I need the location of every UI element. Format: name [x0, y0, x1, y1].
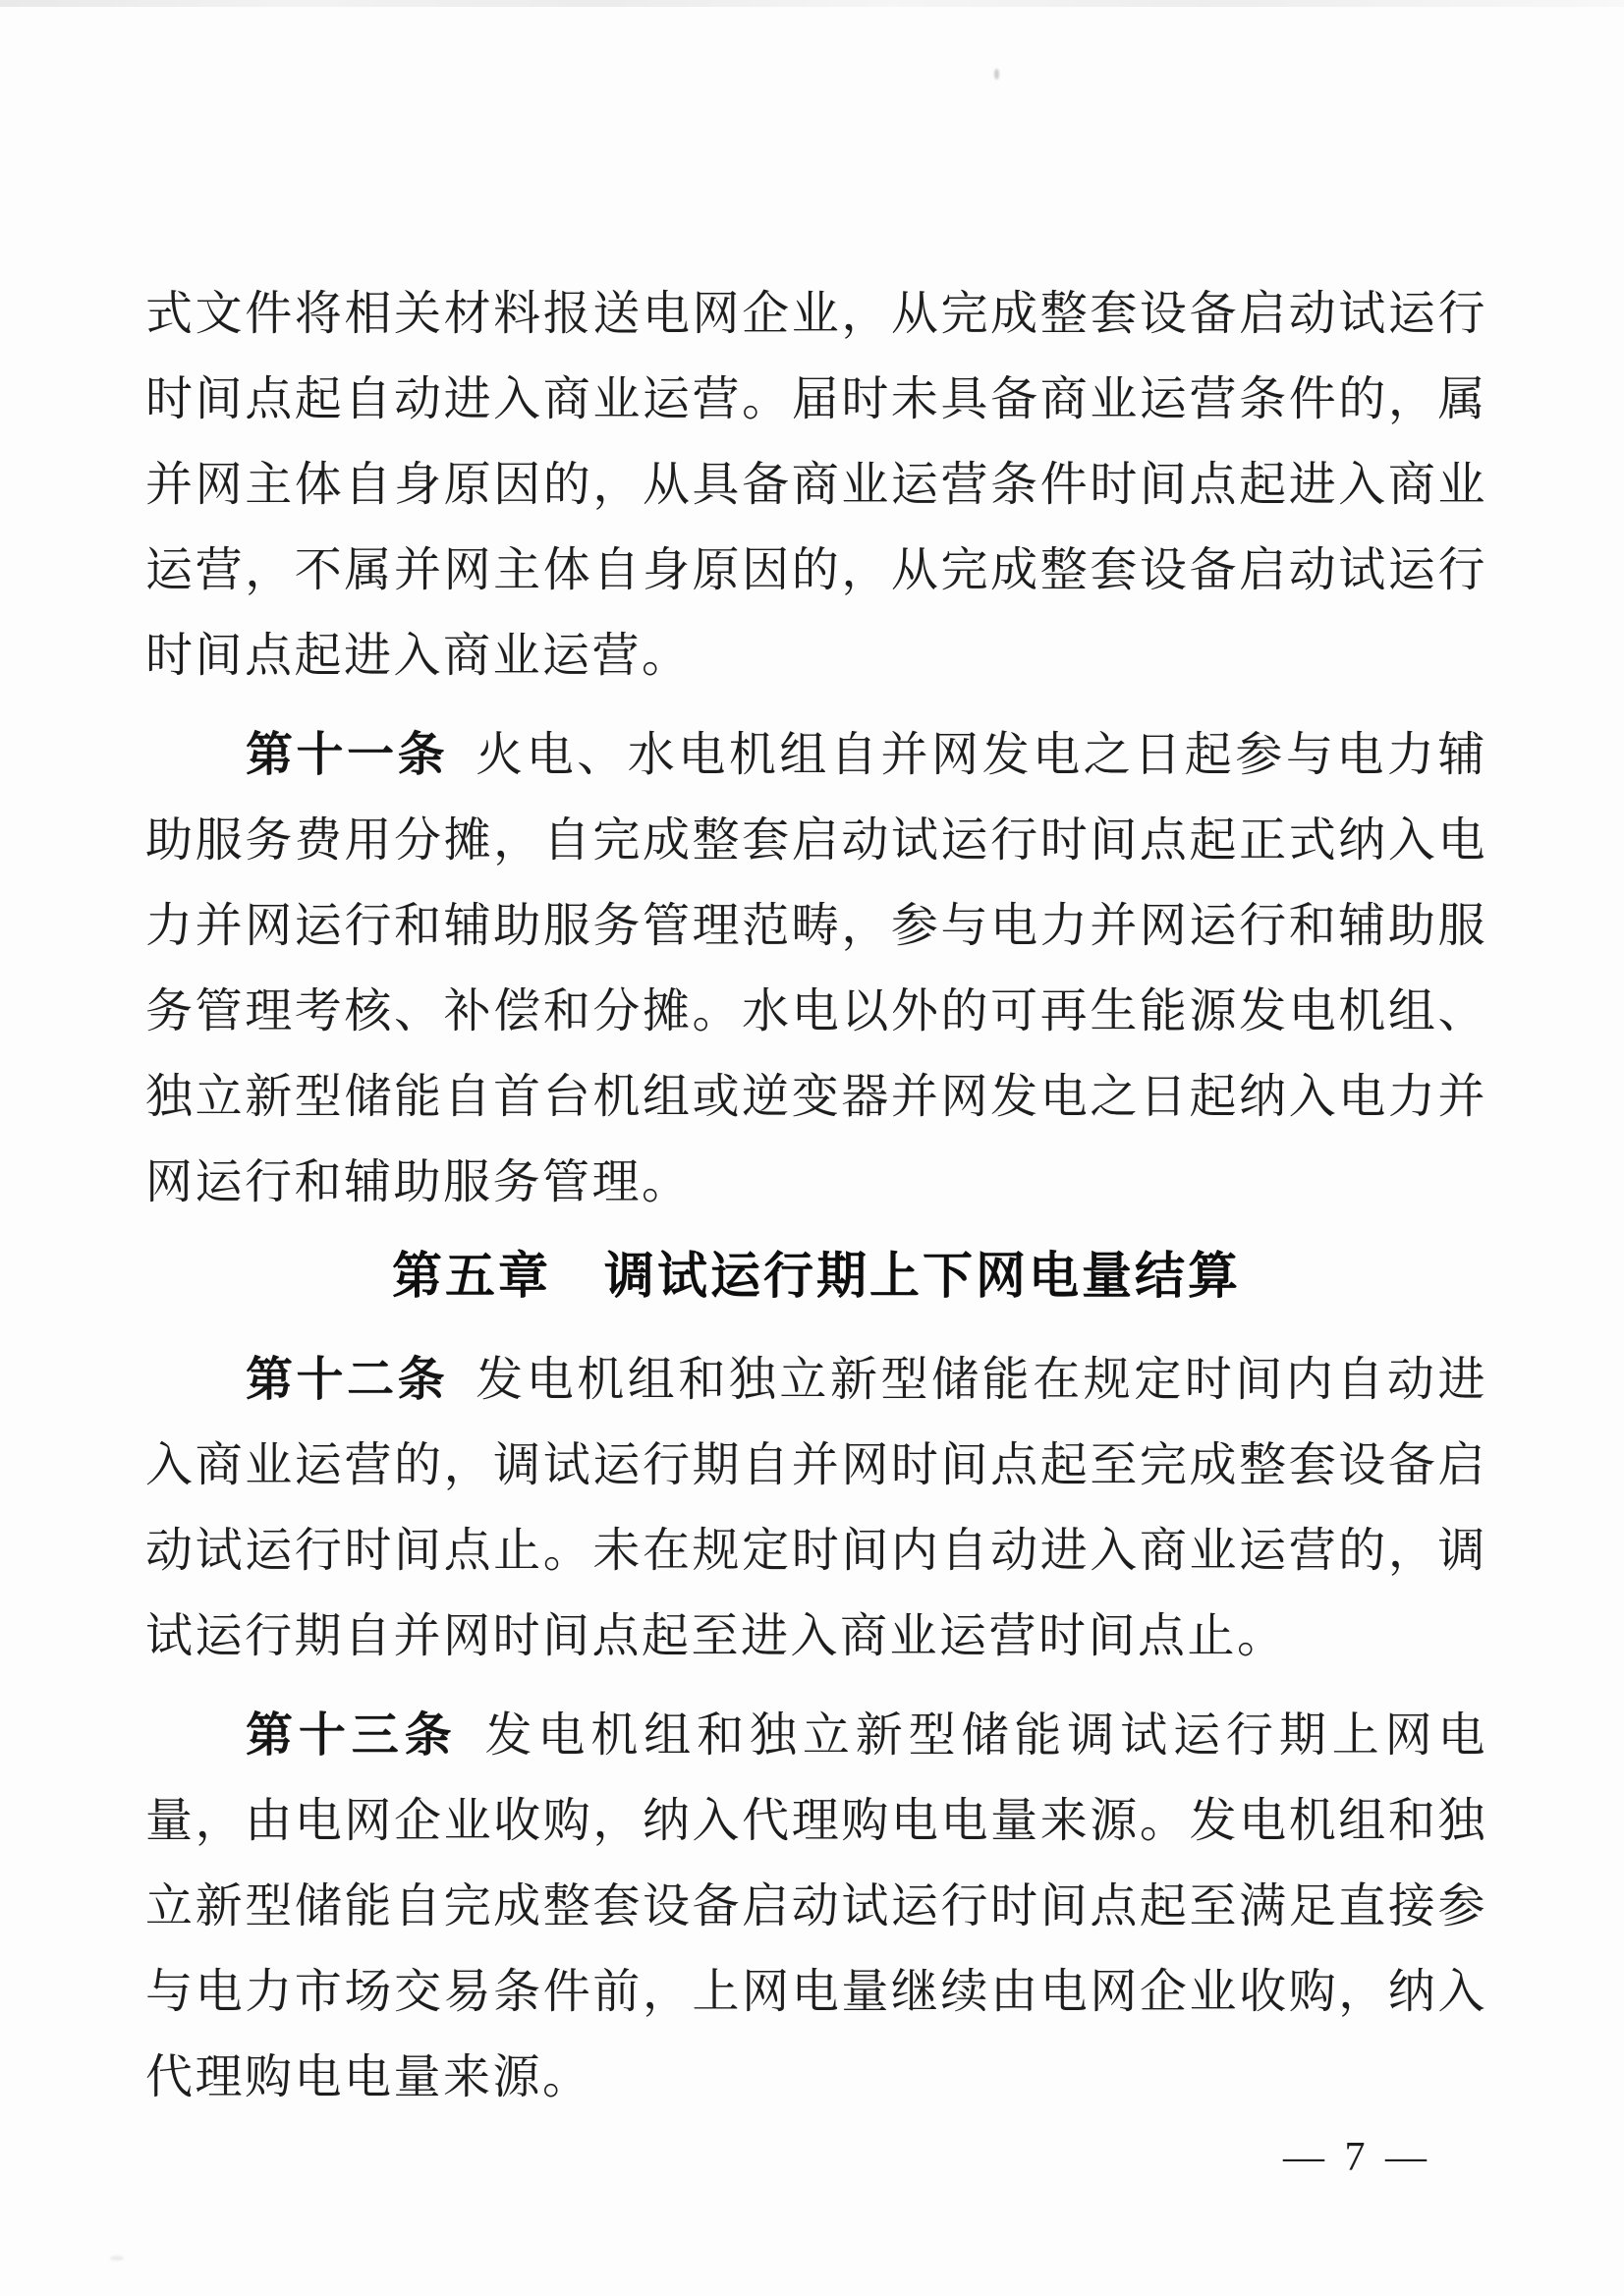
article-13-label: 第十三条	[246, 1709, 458, 1762]
chapter-5-heading: 第五章 调试运行期上下网电量结算	[391, 1248, 1241, 1304]
paragraph-article-13	[145, 1693, 1487, 2120]
page-number: — 7 —	[1283, 2135, 1431, 2180]
paragraph-article-12	[145, 1337, 1487, 1679]
scan-speck	[994, 69, 999, 80]
paragraph-article-11	[145, 712, 1487, 1225]
scan-speck	[110, 2256, 124, 2261]
scan-artifact-top-streak	[0, 0, 1624, 7]
article-11-label: 第十一条	[246, 729, 449, 781]
article-12-label: 第十二条	[246, 1354, 449, 1406]
paragraph-continuation	[145, 271, 1487, 699]
paragraph-text: 火电、水电机组自并网发电之日起参与电力辅助服务费用分摊，自完成整套启动试运行时间点起正式纳入电力并网运行和辅助服务管理范畴，参与电力并网运行和辅助服务管理考核、补偿和分摊。水电以外的可再生能源发电机组、独立新型储能自首台机组或逆变器并网发电之日起纳入电力并网运行和辅助服务管理。	[145, 729, 1487, 1208]
paragraph-text: 式文件将相关材料报送电网企业，从完成整套设备启动试运行时间点起自动进入商业运营。届时未具备商业运营条件的，属并网主体自身原因的，从具备商业运营条件时间点起进入商业运营，不属并网主体自身原因的，从完成整套设备启动试运行时间点起进入商业运营。	[145, 288, 1487, 682]
paragraph-text: 发电机组和独立新型储能调试运行期上网电量，由电网企业收购，纳入代理购电电量来源。发电机组和独立新型储能自完成整套设备启动试运行时间点起至满足直接参与电力市场交易条件前，上网电量继续由电网企业收购，纳入代理购电电量来源。	[145, 1709, 1487, 2103]
document-body	[145, 271, 1487, 2120]
paragraph-text: 发电机组和独立新型储能在规定时间内自动进入商业运营的，调试运行期自并网时间点起至完成整套设备启动试运行时间点止。未在规定时间内自动进入商业运营的，调试运行期自并网时间点起至进入商业运营时间点止。	[145, 1354, 1487, 1662]
